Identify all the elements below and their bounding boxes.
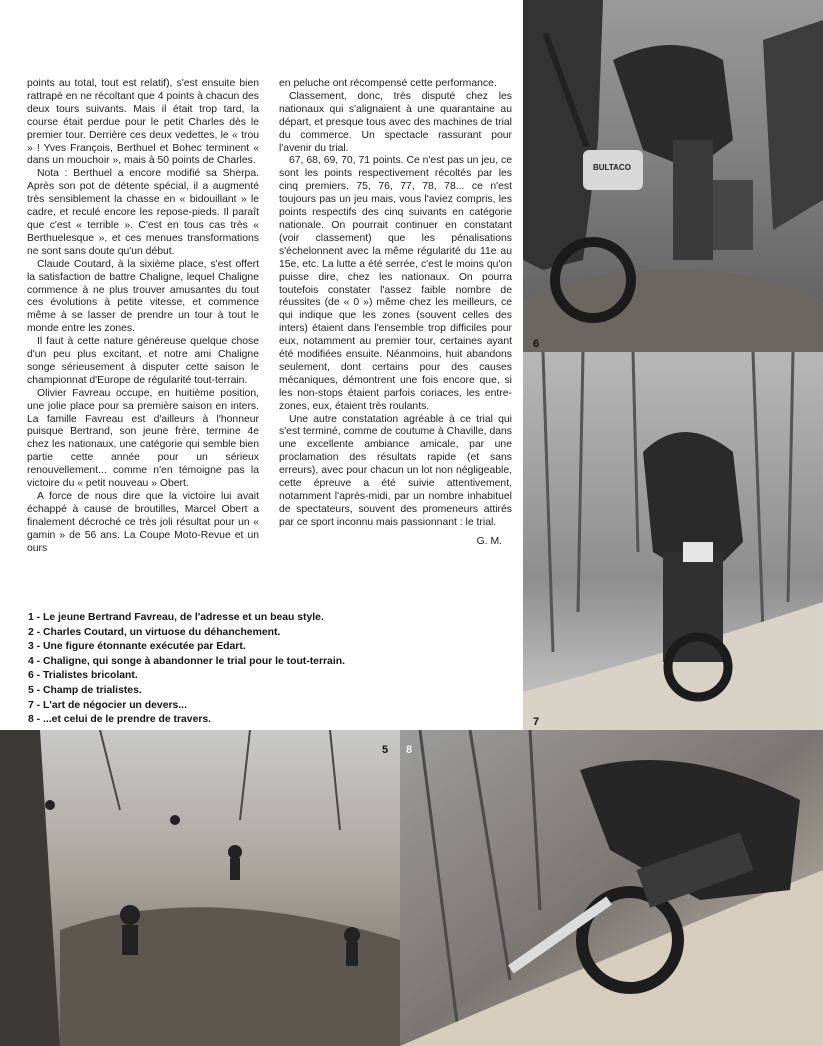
article-right-column (279, 78, 512, 549)
article-left-column (27, 78, 259, 556)
caption-item: 5 - Champ de trialistes. (28, 684, 142, 696)
photo-number: 5 (382, 744, 389, 756)
article-paragraph: Une autre constatation agréable à ce trial qui s'est terminé, comme de coutume à Chaville, dans une excellente ambiance amicale, par une proclamation des résultats rapide (et sans erreurs), avec pour chacun un lot non négligeable, cette épreuve a été suivie attentivement, notamment l'après-midi, par un nombre inhabituel de spectateurs, souvent des promeneurs attirés par ce sport inconnu mais passionnant : le trial. (279, 413, 512, 528)
caption-item: 3 - Une figure étonnante exécutée par Edart. (28, 641, 246, 653)
photo-captions (28, 611, 398, 728)
article-paragraph: Claude Coutard, à la sixième place, s'est offert la satisfaction de battre Chaligne, lequel Chaligne commence à ne plus trouver amusantes du tout ces évolutions à petite vitesse, et commence même à se lasser de prendre un tour à tout le monde entre les zones. (27, 258, 259, 335)
caption-item: 6 - Trialistes bricolant. (28, 670, 138, 682)
photo-field-of-trialists (0, 730, 400, 1046)
article-paragraph: Olivier Favreau occupe, en huitième position, une jolie place pour sa première saison en inters. La famille Favreau est d'ailleurs à l'honneur puisque Bertrand, son jeune frère, termine 4e chez les nationaux, une catégorie qui semble bien partie cette année pour un sérieux renouvellement... comme n'en témoigne pas la victoire du « petit nouveau » Obert. (27, 387, 259, 490)
article-paragraph: Il faut à cette nature généreuse quelque chose d'un peu plus excitant, et notre ami Chaligne songe sérieusement à disputer cette saison le championnat d'Europe de régularité tout-terrain. (27, 336, 259, 386)
tank-lettering: BULTACO (593, 163, 631, 172)
caption-item: 4 - Chaligne, qui songe à abandonner le trial pour le tout-terrain. (28, 655, 345, 667)
article-paragraph: points au total, tout est relatif), s'est ensuite bien rattrapé en ne récoltant que 4 points à chacun des deux tours suivants. Mais il était trop tard, la course était perdue pour le petit Charles dès le premier tour. Derrière ces deux vedettes, le « trou » ! Yves François, Berthuel et Bohec terminent « dans un mouchoir », mais à 50 points de Charles. (27, 78, 259, 167)
caption-item: 1 - Le jeune Bertrand Favreau, de l'adresse et un beau style. (28, 612, 324, 623)
article-signature: G. M. (476, 535, 502, 547)
article-paragraph: Classement, donc, très disputé chez les nationaux qui s'alignaient à une quarantaine au départ, et presque tous avec des machines de trial du commerce. Un spectacle rassurant pour l'avenir du trial. (279, 90, 512, 154)
article-paragraph: en peluche ont récompensé cette performance. (279, 78, 497, 89)
caption-item: 8 - ...et celui de le prendre de travers. (28, 714, 212, 726)
caption-item: 2 - Charles Coutard, un virtuose du déhanchement. (28, 626, 281, 638)
article-paragraph: 67, 68, 69, 70, 71 points. Ce n'est pas un jeu, ce sont les points respectivement récoltés par les cinq premiers. 75, 76, 77, 78, 78... ce n'est toujours pas un jeu mais, vous l'aviez compris, les points respectifs des cinq suivants en catégorie nationale. On pourrait continuer en constatant (voir classement) que les pénalisations s'échelonnent avec la même régularité du 11e au 15e, etc. La lutte a été serrée, c'est le moins qu'on puisse dire, chez les nationaux. On pourra toutefois constater l'assez faible nombre de réussites (de « 0 ») même chez les meilleurs, ce qui indique que les zones (souvent celles des inters) étaient dans l'ensemble trop difficiles pour eux, notamment au premier tour, certaines ayant été modifiées ensuite. Néanmoins, huit abandons seulement, dont certains pour des causes mécaniques, démontrent une fois encore que, si les non-stops étaient parfois coriaces, les entre-zones, eux, étaient très roulants. (279, 155, 512, 412)
photo-number: 7 (533, 716, 540, 728)
photo-number: 8 (406, 744, 413, 756)
article-paragraph: A force de nous dire que la victoire lui avait échappé à cause de broutilles, Marcel Obert a finalement décroché ce très joli résultat pour un « gamin » de 56 ans. La Coupe Moto-Revue et un ours (27, 491, 259, 554)
photo-number: 6 (533, 338, 540, 350)
article-paragraph: Nota : Berthuel a encore modifié sa Sherpa. Après son pot de détente spécial, il a augmenté très sensiblement la chasse en « bidouillant » le cadre, et reculé encore les repose-pieds. Il paraît que c'est « terrible ». C'est en tous cas très « Berthuelesque », et ces menues transformations ne sont sans doute qu'un début. (27, 168, 259, 257)
photo-rider-sideways (400, 730, 823, 1046)
caption-item: 7 - L'art de négocier un devers... (28, 699, 187, 711)
photo-rider-side-slope (523, 352, 823, 730)
photo-trialists-repairing (523, 0, 823, 352)
